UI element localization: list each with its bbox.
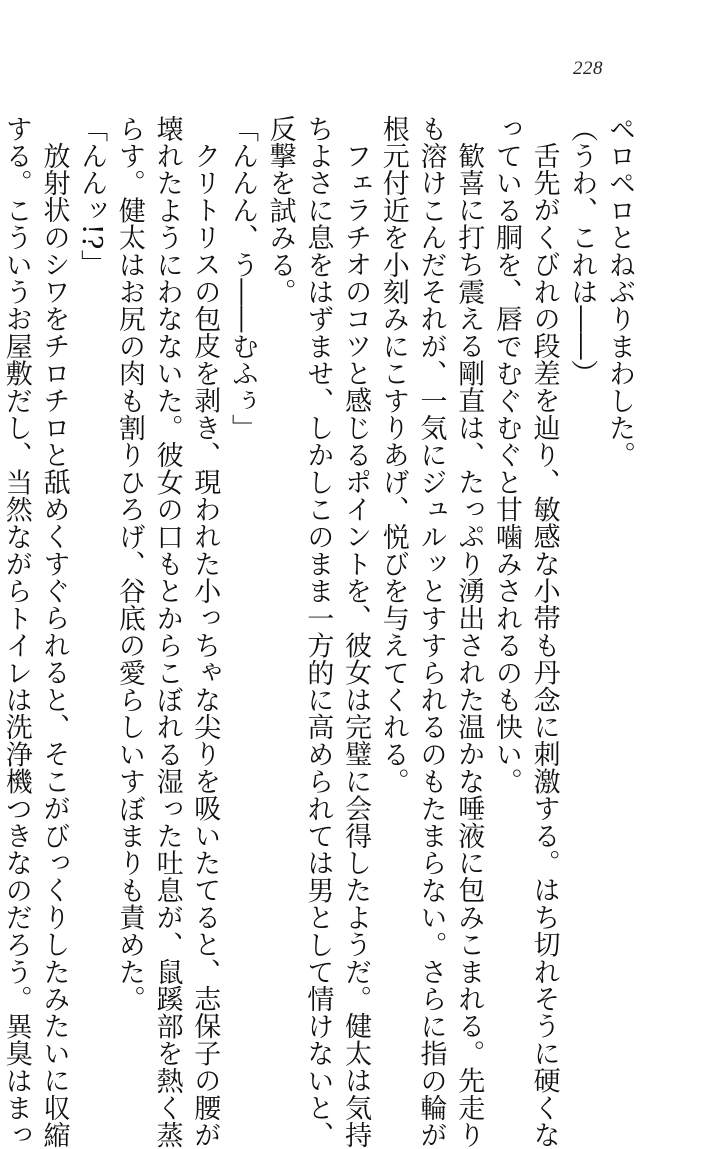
text-line: ペロペロとねぶりまわした。 <box>604 115 635 469</box>
text-line: する。こういうお屋敷だし、当然ながらトイレは洗浄機つきなのだろう。異臭はまっ <box>0 115 32 1149</box>
text-line: 「んんッ!?」 <box>76 115 108 277</box>
body-text <box>0 115 638 1149</box>
text-line: 壊れたようにわなないた。彼女の口もとからこぼれる湿った吐息が、鼠蹊部を熱く蒸 <box>151 115 183 1149</box>
text-line: 舌先がくびれの段差を辿り、敏感な小帯も丹念に刺激する。はち切れそうに硬くな <box>528 142 560 1149</box>
text-line: も溶けこんだそれが、一気にジュルッとすすられるのもたまらない。さらに指の輪が <box>415 115 447 1149</box>
text-line: らす。健太はお尻の肉も割りひろげ、谷底の愛らしいすぼまりも責めた。 <box>113 115 145 1013</box>
text-line: クリトリスの包皮を剥き、現われた小っちゃな尖りを吸いたてると、志保子の腰が <box>189 142 221 1149</box>
text-line: 根元付近を小刻みにこすりあげ、悦びを与えてくれる。 <box>377 115 409 795</box>
text-line: フェラチオのコツと感じるポイントを、彼女は完璧に会得したようだ。健太は気持 <box>340 142 372 1149</box>
text-line: 放射状のシワをチロチロと舐めくすぐられると、そこがびっくりしたみたいに収縮 <box>38 142 70 1149</box>
text-line: っている胴を、唇でむぐむぐと甘噛みされるのも快い。 <box>490 115 522 795</box>
text-line: 反撃を試みる。 <box>264 115 296 306</box>
text-line: 「んんん、う――むふぅ」 <box>226 115 258 442</box>
text-line: ちよさに息をはずませ、しかしこのまま一方的に高められては男として情けないと、 <box>302 115 334 1149</box>
page-number: 228 <box>573 58 603 79</box>
text-line: （うわ、これは――） <box>566 115 598 387</box>
text-line: 歓喜に打ち震える剛直は、たっぷり湧出された温かな唾液に包みこまれる。先走り <box>453 142 485 1149</box>
